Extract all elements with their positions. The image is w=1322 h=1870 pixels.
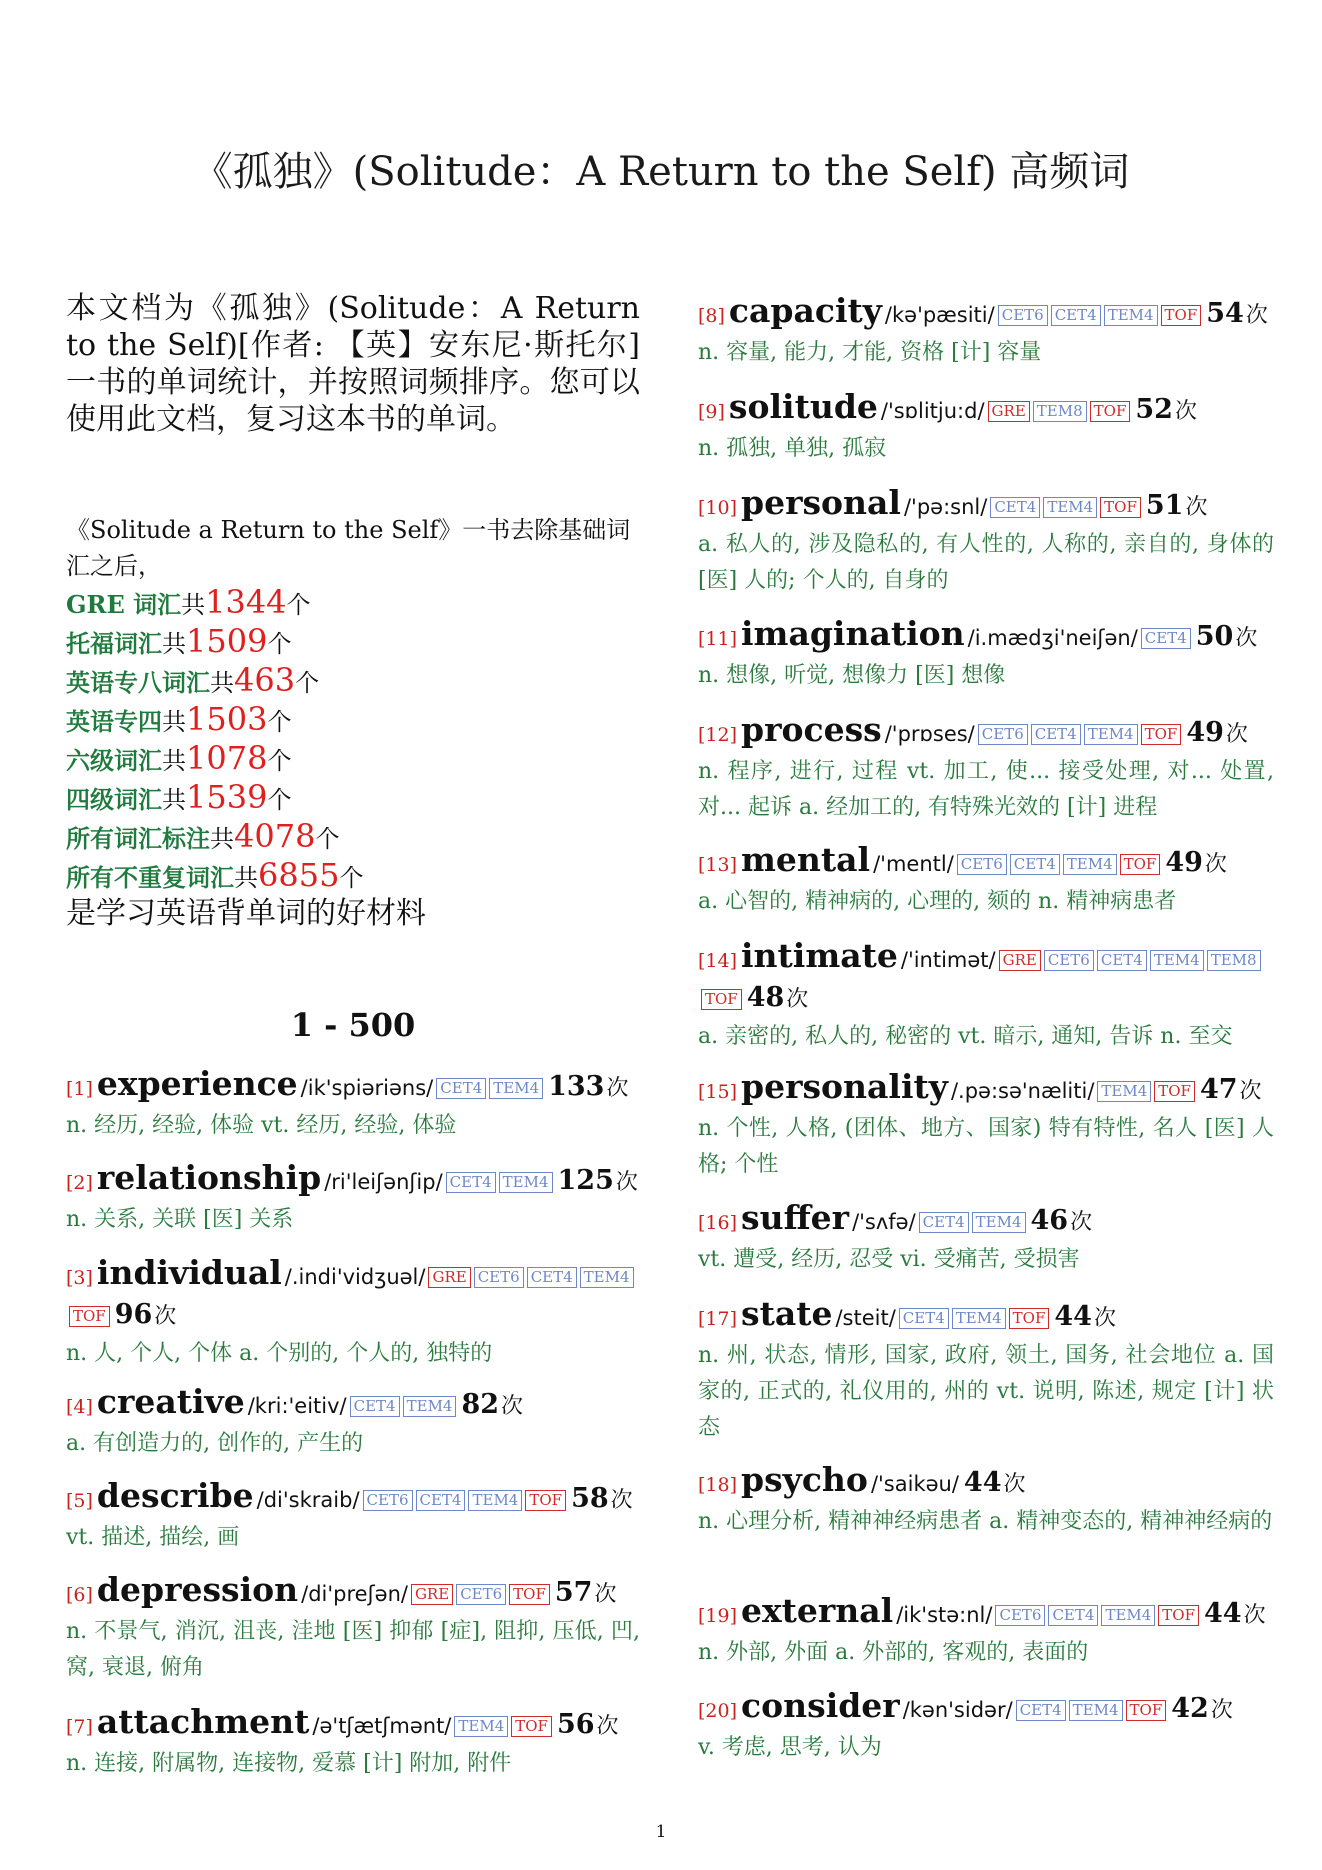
level-tag: TEM4 bbox=[468, 1490, 522, 1511]
entry-head bbox=[698, 616, 1274, 658]
entry-definition: a. 亲密的, 私人的, 秘密的 vt. 暗示, 通知, 告诉 n. 至交 bbox=[698, 1024, 1233, 1049]
entry-definition: n. 孤独, 单独, 孤寂 bbox=[698, 436, 887, 461]
level-tag: GRE bbox=[411, 1584, 453, 1605]
stat-mid: 共 bbox=[162, 786, 186, 814]
entry-count: 50 bbox=[1195, 621, 1234, 652]
entry-times-label: 次 bbox=[1245, 303, 1268, 328]
level-tag: TEM4 bbox=[1043, 497, 1097, 518]
level-tag: TEM4 bbox=[1069, 1700, 1123, 1721]
entry-word: experience bbox=[96, 1064, 298, 1103]
entry-times-label: 次 bbox=[1239, 1079, 1262, 1104]
level-tag: CET6 bbox=[474, 1267, 524, 1288]
word-entry bbox=[66, 1384, 640, 1462]
entry-count: 52 bbox=[1135, 394, 1173, 425]
stat-label: 托福词汇 bbox=[66, 629, 162, 658]
entry-index: [6] bbox=[66, 1584, 93, 1606]
stat-value: 1539 bbox=[186, 778, 268, 816]
entry-index: [2] bbox=[66, 1172, 93, 1194]
level-tag: TOF bbox=[511, 1716, 552, 1737]
level-tag: TOF bbox=[1126, 1700, 1167, 1721]
entry-phonetic: /kri:'eitiv/ bbox=[247, 1394, 347, 1418]
stat-label: 六级词汇 bbox=[66, 746, 162, 775]
entry-word: psycho bbox=[741, 1460, 868, 1499]
entry-head bbox=[66, 1066, 640, 1108]
level-tag: CET6 bbox=[978, 724, 1028, 745]
entry-index: [15] bbox=[698, 1081, 738, 1103]
entry-index: [11] bbox=[698, 628, 738, 650]
entry-definition: n. 心理分析, 精神神经病患者 a. 精神变态的, 精神神经病的 bbox=[698, 1509, 1273, 1534]
stat-value: 1078 bbox=[186, 739, 268, 777]
entry-word: mental bbox=[741, 840, 871, 879]
entry-definition: n. 想像, 听觉, 想像力 [医] 想像 bbox=[698, 663, 1006, 688]
stat-label: 英语专四 bbox=[66, 707, 162, 736]
summary-tail: 是学习英语背单词的好材料 bbox=[66, 896, 426, 931]
stat-label: 所有不重复词汇 bbox=[66, 863, 234, 892]
level-tag: CET4 bbox=[416, 1490, 466, 1511]
word-entry bbox=[698, 1688, 1274, 1766]
word-entry bbox=[698, 485, 1274, 599]
level-tag: CET6 bbox=[363, 1490, 413, 1511]
level-tag: TOF bbox=[1141, 724, 1182, 745]
level-tag: CET4 bbox=[1141, 628, 1191, 649]
entry-word: state bbox=[741, 1294, 833, 1333]
level-tag: TOF bbox=[1158, 1605, 1199, 1626]
level-tag: GRE bbox=[428, 1267, 470, 1288]
entry-times-label: 次 bbox=[786, 987, 809, 1012]
entry-definition: a. 私人的, 涉及隐私的, 有人性的, 人称的, 亲自的, 身体的 [医] 人的; 个人的, 自身的 bbox=[698, 532, 1274, 593]
word-entry bbox=[66, 1160, 640, 1238]
level-tag: CET4 bbox=[350, 1396, 400, 1417]
entry-times-label: 次 bbox=[1174, 399, 1197, 424]
stat-unit: 个 bbox=[267, 747, 292, 775]
entry-index: [5] bbox=[66, 1490, 93, 1512]
stat-line bbox=[66, 740, 640, 779]
entry-definition: n. 个性, 人格, (团体、地方、国家) 特有特性, 名人 [医] 人格; 个性 bbox=[698, 1116, 1274, 1177]
level-tag: CET4 bbox=[527, 1267, 577, 1288]
word-entry bbox=[66, 1255, 640, 1372]
entry-count: 49 bbox=[1186, 717, 1224, 748]
entry-times-label: 次 bbox=[1225, 722, 1248, 747]
stat-mid: 共 bbox=[162, 747, 186, 775]
stat-mid: 共 bbox=[162, 630, 186, 658]
stat-mid: 共 bbox=[234, 864, 258, 892]
entry-definition: a. 有创造力的, 创作的, 产生的 bbox=[66, 1431, 364, 1456]
level-tag: CET4 bbox=[1031, 724, 1081, 745]
entry-word: describe bbox=[96, 1476, 254, 1515]
stat-value: 1503 bbox=[186, 700, 268, 738]
stat-line bbox=[66, 857, 640, 896]
stat-unit: 个 bbox=[286, 591, 311, 619]
entry-index: [4] bbox=[66, 1396, 93, 1418]
entry-index: [7] bbox=[66, 1716, 93, 1738]
entry-index: [3] bbox=[66, 1267, 93, 1289]
word-entry bbox=[66, 1572, 640, 1686]
level-tag: CET4 bbox=[990, 497, 1040, 518]
stat-value: 463 bbox=[234, 661, 296, 699]
entry-count: 47 bbox=[1199, 1074, 1238, 1105]
entry-times-label: 次 bbox=[1204, 852, 1227, 877]
entry-count: 58 bbox=[571, 1483, 609, 1514]
entry-phonetic: /'prɒses/ bbox=[884, 722, 975, 746]
entry-index: [20] bbox=[698, 1700, 738, 1722]
entry-count: 56 bbox=[556, 1709, 595, 1740]
entry-count: 133 bbox=[548, 1071, 605, 1102]
entry-phonetic: /di'skraib/ bbox=[256, 1488, 360, 1512]
entry-count: 48 bbox=[746, 982, 785, 1013]
level-tag: CET4 bbox=[899, 1308, 949, 1329]
entry-definition: n. 外部, 外面 a. 外部的, 客观的, 表面的 bbox=[698, 1640, 1089, 1665]
word-entry bbox=[66, 1478, 640, 1556]
word-entry bbox=[698, 616, 1274, 694]
stat-value: 1509 bbox=[186, 622, 268, 660]
entry-times-label: 次 bbox=[1235, 626, 1258, 651]
entry-definition: n. 连接, 附属物, 连接物, 爱慕 [计] 附加, 附件 bbox=[66, 1751, 512, 1776]
level-tag: GRE bbox=[988, 401, 1030, 422]
entry-head bbox=[698, 293, 1274, 335]
level-tag: TEM8 bbox=[1207, 950, 1261, 971]
entry-definition: n. 州, 状态, 情形, 国家, 政府, 领土, 国务, 社会地位 a. 国家的, 正式的, 礼仪用的, 州的 vt. 说明, 陈述, 规定 [计] 状态 bbox=[698, 1343, 1274, 1440]
entry-word: depression bbox=[96, 1570, 299, 1609]
stat-unit: 个 bbox=[295, 669, 320, 697]
entry-word: process bbox=[741, 710, 882, 749]
page-title: 《孤独》(Solitude：A Return to the Self) 高频词 bbox=[192, 149, 1130, 195]
entry-word: relationship bbox=[96, 1158, 322, 1197]
word-entry bbox=[698, 842, 1274, 920]
entry-definition: n. 人, 个人, 个体 a. 个别的, 个人的, 独特的 bbox=[66, 1341, 493, 1366]
level-tag: TEM4 bbox=[1097, 1081, 1151, 1102]
word-entry bbox=[698, 1296, 1274, 1446]
stat-line bbox=[66, 662, 640, 701]
entry-head bbox=[66, 1160, 640, 1202]
stat-label: 四级词汇 bbox=[66, 785, 162, 814]
entry-times-label: 次 bbox=[1093, 1306, 1116, 1331]
stat-unit: 个 bbox=[267, 786, 292, 814]
entry-count: 46 bbox=[1030, 1205, 1069, 1236]
entry-count: 44 bbox=[1054, 1301, 1092, 1332]
entry-times-label: 次 bbox=[615, 1170, 638, 1195]
level-tag: GRE bbox=[999, 950, 1041, 971]
entry-index: [8] bbox=[698, 305, 725, 327]
entry-count: 82 bbox=[461, 1389, 500, 1420]
stat-value: 1344 bbox=[205, 583, 287, 621]
entry-word: personality bbox=[741, 1067, 948, 1106]
entry-word: attachment bbox=[96, 1702, 310, 1741]
entry-phonetic: /'pə:snl/ bbox=[903, 495, 988, 519]
entry-times-label: 次 bbox=[1070, 1210, 1093, 1235]
summary-heading: 《Solitude a Return to the Self》一书去除基础词汇之后， bbox=[66, 516, 631, 580]
level-tag: TOF bbox=[1154, 1081, 1195, 1102]
entry-phonetic: /kən'sidər/ bbox=[902, 1698, 1013, 1722]
entry-phonetic: /ik'stə:nl/ bbox=[896, 1603, 993, 1627]
entry-phonetic: /'mentl/ bbox=[873, 852, 954, 876]
entry-head bbox=[66, 1255, 640, 1336]
level-tag: TEM4 bbox=[499, 1172, 553, 1193]
entry-head bbox=[698, 1200, 1274, 1242]
word-entry bbox=[698, 1200, 1274, 1278]
entry-definition: n. 不景气, 消沉, 沮丧, 洼地 [医] 抑郁 [症], 阻抑, 压低, 凹, 窝, 衰退, 俯角 bbox=[66, 1619, 640, 1680]
entry-word: suffer bbox=[741, 1198, 850, 1237]
entry-word: solitude bbox=[728, 387, 878, 426]
entry-phonetic: /'sʌfə/ bbox=[852, 1210, 916, 1234]
stat-unit: 个 bbox=[267, 630, 292, 658]
entry-index: [9] bbox=[698, 401, 725, 423]
entry-index: [16] bbox=[698, 1212, 738, 1234]
entry-phonetic: /ri'leiʃənʃip/ bbox=[324, 1170, 443, 1194]
level-tag: TEM4 bbox=[1104, 305, 1158, 326]
entry-word: imagination bbox=[741, 614, 965, 653]
level-tag: TEM4 bbox=[1101, 1605, 1155, 1626]
entry-head bbox=[698, 712, 1274, 754]
entry-phonetic: /i.mædʒi'neiʃən/ bbox=[967, 626, 1138, 650]
stat-value: 4078 bbox=[234, 817, 316, 855]
level-tag: CET6 bbox=[957, 854, 1007, 875]
entry-phonetic: /'intimət/ bbox=[900, 948, 996, 972]
entry-phonetic: /kə'pæsiti/ bbox=[884, 303, 995, 327]
level-tag: CET4 bbox=[1051, 305, 1101, 326]
entry-phonetic: /.pə:sə'næliti/ bbox=[950, 1079, 1095, 1103]
entry-word: intimate bbox=[741, 936, 898, 975]
entry-count: 54 bbox=[1206, 298, 1244, 329]
entry-phonetic: /.indi'vidʒuəl/ bbox=[284, 1265, 426, 1289]
entry-phonetic: /ə'tʃætʃmənt/ bbox=[312, 1714, 452, 1738]
entry-head bbox=[698, 1296, 1274, 1338]
entry-times-label: 次 bbox=[154, 1304, 177, 1329]
entry-head bbox=[66, 1704, 640, 1746]
level-tag: CET4 bbox=[1010, 854, 1060, 875]
word-entry bbox=[698, 712, 1274, 826]
stat-label: 所有词汇标注 bbox=[66, 824, 210, 853]
stat-line bbox=[66, 818, 640, 857]
entry-head bbox=[66, 1384, 640, 1426]
level-tag: TEM4 bbox=[1150, 950, 1204, 971]
entry-count: 44 bbox=[1204, 1598, 1242, 1629]
entry-phonetic: /ik'spiəriəns/ bbox=[300, 1076, 434, 1100]
entry-index: [14] bbox=[698, 950, 738, 972]
entry-head bbox=[698, 842, 1274, 884]
level-tag: CET4 bbox=[436, 1078, 486, 1099]
vocabulary-summary bbox=[66, 512, 640, 932]
level-tag: TOF bbox=[69, 1306, 110, 1327]
level-tag: TEM4 bbox=[972, 1212, 1026, 1233]
stat-mid: 共 bbox=[181, 591, 206, 619]
entry-times-label: 次 bbox=[501, 1394, 524, 1419]
entry-head bbox=[698, 938, 1274, 1019]
entry-count: 51 bbox=[1145, 490, 1184, 521]
entry-times-label: 次 bbox=[596, 1714, 619, 1739]
level-tag: TOF bbox=[1090, 401, 1131, 422]
level-tag: TEM4 bbox=[952, 1308, 1006, 1329]
page-number: 1 bbox=[655, 1822, 667, 1842]
entry-count: 57 bbox=[554, 1577, 593, 1608]
stat-mid: 共 bbox=[162, 708, 186, 736]
entry-word: individual bbox=[96, 1253, 282, 1292]
entry-index: [1] bbox=[66, 1078, 93, 1100]
entry-index: [19] bbox=[698, 1605, 738, 1627]
word-entry bbox=[698, 938, 1274, 1055]
level-tag: TOF bbox=[525, 1490, 566, 1511]
entry-definition: n. 关系, 关联 [医] 关系 bbox=[66, 1207, 294, 1232]
entry-word: consider bbox=[741, 1686, 900, 1725]
entry-index: [10] bbox=[698, 497, 738, 519]
entry-phonetic: /steit/ bbox=[835, 1306, 896, 1330]
level-tag: TOF bbox=[509, 1584, 550, 1605]
stat-line bbox=[66, 584, 640, 623]
stat-line bbox=[66, 701, 640, 740]
entry-index: [17] bbox=[698, 1308, 738, 1330]
stat-mid: 共 bbox=[210, 825, 234, 853]
level-tag: TOF bbox=[1100, 497, 1141, 518]
entry-count: 96 bbox=[114, 1299, 153, 1330]
level-tag: CET6 bbox=[1044, 950, 1094, 971]
intro-paragraph: 本文档为《孤独》(Solitude：A Return to the Self)[作者: 【英】安东尼·斯托尔] 一书的单词统计，并按照词频排序。您可以使用此文档，复习这本书的单词。 bbox=[66, 291, 640, 437]
entry-head bbox=[698, 1688, 1274, 1730]
level-tag: CET4 bbox=[1048, 1605, 1098, 1626]
entry-head bbox=[698, 1462, 1274, 1504]
entry-word: personal bbox=[741, 483, 901, 522]
word-entry bbox=[698, 293, 1274, 371]
entry-phonetic: /'saikəu/ bbox=[870, 1472, 959, 1496]
entry-index: [12] bbox=[698, 724, 738, 746]
entry-head bbox=[698, 1069, 1274, 1111]
entry-times-label: 次 bbox=[1185, 495, 1208, 520]
entry-count: 49 bbox=[1165, 847, 1203, 878]
entry-phonetic: /'sɒlitju:d/ bbox=[880, 399, 985, 423]
entry-definition: n. 容量, 能力, 才能, 资格 [计] 容量 bbox=[698, 340, 1042, 365]
entry-definition: n. 程序, 进行, 过程 vt. 加工, 使... 接受处理, 对... 处置, 对... 起诉 a. 经加工的, 有特殊光效的 [计] 进程 bbox=[698, 759, 1274, 820]
level-tag: TEM4 bbox=[489, 1078, 543, 1099]
entry-count: 44 bbox=[963, 1467, 1002, 1498]
level-tag: TEM4 bbox=[1063, 854, 1117, 875]
word-entry bbox=[698, 1462, 1274, 1540]
entry-times-label: 次 bbox=[1003, 1472, 1026, 1497]
entry-head bbox=[66, 1572, 640, 1614]
level-tag: TEM8 bbox=[1033, 401, 1087, 422]
range-heading: 1 - 500 bbox=[290, 1006, 416, 1044]
entry-word: external bbox=[741, 1591, 894, 1630]
entry-definition: v. 考虑, 思考, 认为 bbox=[698, 1735, 882, 1760]
entry-times-label: 次 bbox=[606, 1076, 629, 1101]
level-tag: CET6 bbox=[995, 1605, 1045, 1626]
entry-count: 125 bbox=[557, 1165, 614, 1196]
word-entry bbox=[66, 1704, 640, 1782]
entry-word: capacity bbox=[728, 291, 882, 330]
level-tag: TOF bbox=[1009, 1308, 1050, 1329]
stats-list bbox=[66, 584, 640, 896]
level-tag: CET4 bbox=[919, 1212, 969, 1233]
entry-times-label: 次 bbox=[594, 1582, 617, 1607]
level-tag: TOF bbox=[1120, 854, 1161, 875]
level-tag: CET6 bbox=[998, 305, 1048, 326]
stat-value: 6855 bbox=[258, 856, 340, 894]
stat-label: 英语专八词汇 bbox=[66, 668, 210, 697]
entry-definition: vt. 描述, 描绘, 画 bbox=[66, 1525, 240, 1550]
word-entry bbox=[698, 1593, 1274, 1671]
level-tag: CET4 bbox=[1016, 1700, 1066, 1721]
entry-head bbox=[698, 1593, 1274, 1635]
word-entry bbox=[66, 1066, 640, 1144]
entry-head bbox=[698, 389, 1274, 431]
word-entry bbox=[698, 389, 1274, 467]
level-tag: TOF bbox=[1161, 305, 1202, 326]
level-tag: TOF bbox=[701, 989, 742, 1010]
stat-line bbox=[66, 779, 640, 818]
entry-head bbox=[698, 485, 1274, 527]
stat-mid: 共 bbox=[210, 669, 234, 697]
stat-unit: 个 bbox=[267, 708, 292, 736]
entry-definition: vt. 遭受, 经历, 忍受 vi. 受痛苦, 受损害 bbox=[698, 1247, 1080, 1272]
level-tag: CET4 bbox=[1097, 950, 1147, 971]
level-tag: CET4 bbox=[446, 1172, 496, 1193]
level-tag: TEM4 bbox=[1084, 724, 1138, 745]
stat-unit: 个 bbox=[339, 864, 364, 892]
entry-times-label: 次 bbox=[1210, 1698, 1233, 1723]
entry-times-label: 次 bbox=[1243, 1603, 1266, 1628]
stat-label: GRE 词汇 bbox=[66, 590, 182, 619]
entry-definition: a. 心智的, 精神病的, 心理的, 颏的 n. 精神病患者 bbox=[698, 889, 1177, 914]
stat-line bbox=[66, 623, 640, 662]
level-tag: TEM4 bbox=[454, 1716, 508, 1737]
entry-word: creative bbox=[96, 1382, 245, 1421]
entry-index: [13] bbox=[698, 854, 738, 876]
entry-definition: n. 经历, 经验, 体验 vt. 经历, 经验, 体验 bbox=[66, 1113, 457, 1138]
entry-count: 42 bbox=[1171, 1693, 1209, 1724]
entry-head bbox=[66, 1478, 640, 1520]
level-tag: TEM4 bbox=[580, 1267, 634, 1288]
level-tag: CET6 bbox=[456, 1584, 506, 1605]
stat-unit: 个 bbox=[315, 825, 340, 853]
word-entry bbox=[698, 1069, 1274, 1183]
level-tag: TEM4 bbox=[403, 1396, 457, 1417]
entry-times-label: 次 bbox=[610, 1488, 633, 1513]
entry-index: [18] bbox=[698, 1474, 738, 1496]
entry-phonetic: /di'preʃən/ bbox=[301, 1582, 408, 1606]
